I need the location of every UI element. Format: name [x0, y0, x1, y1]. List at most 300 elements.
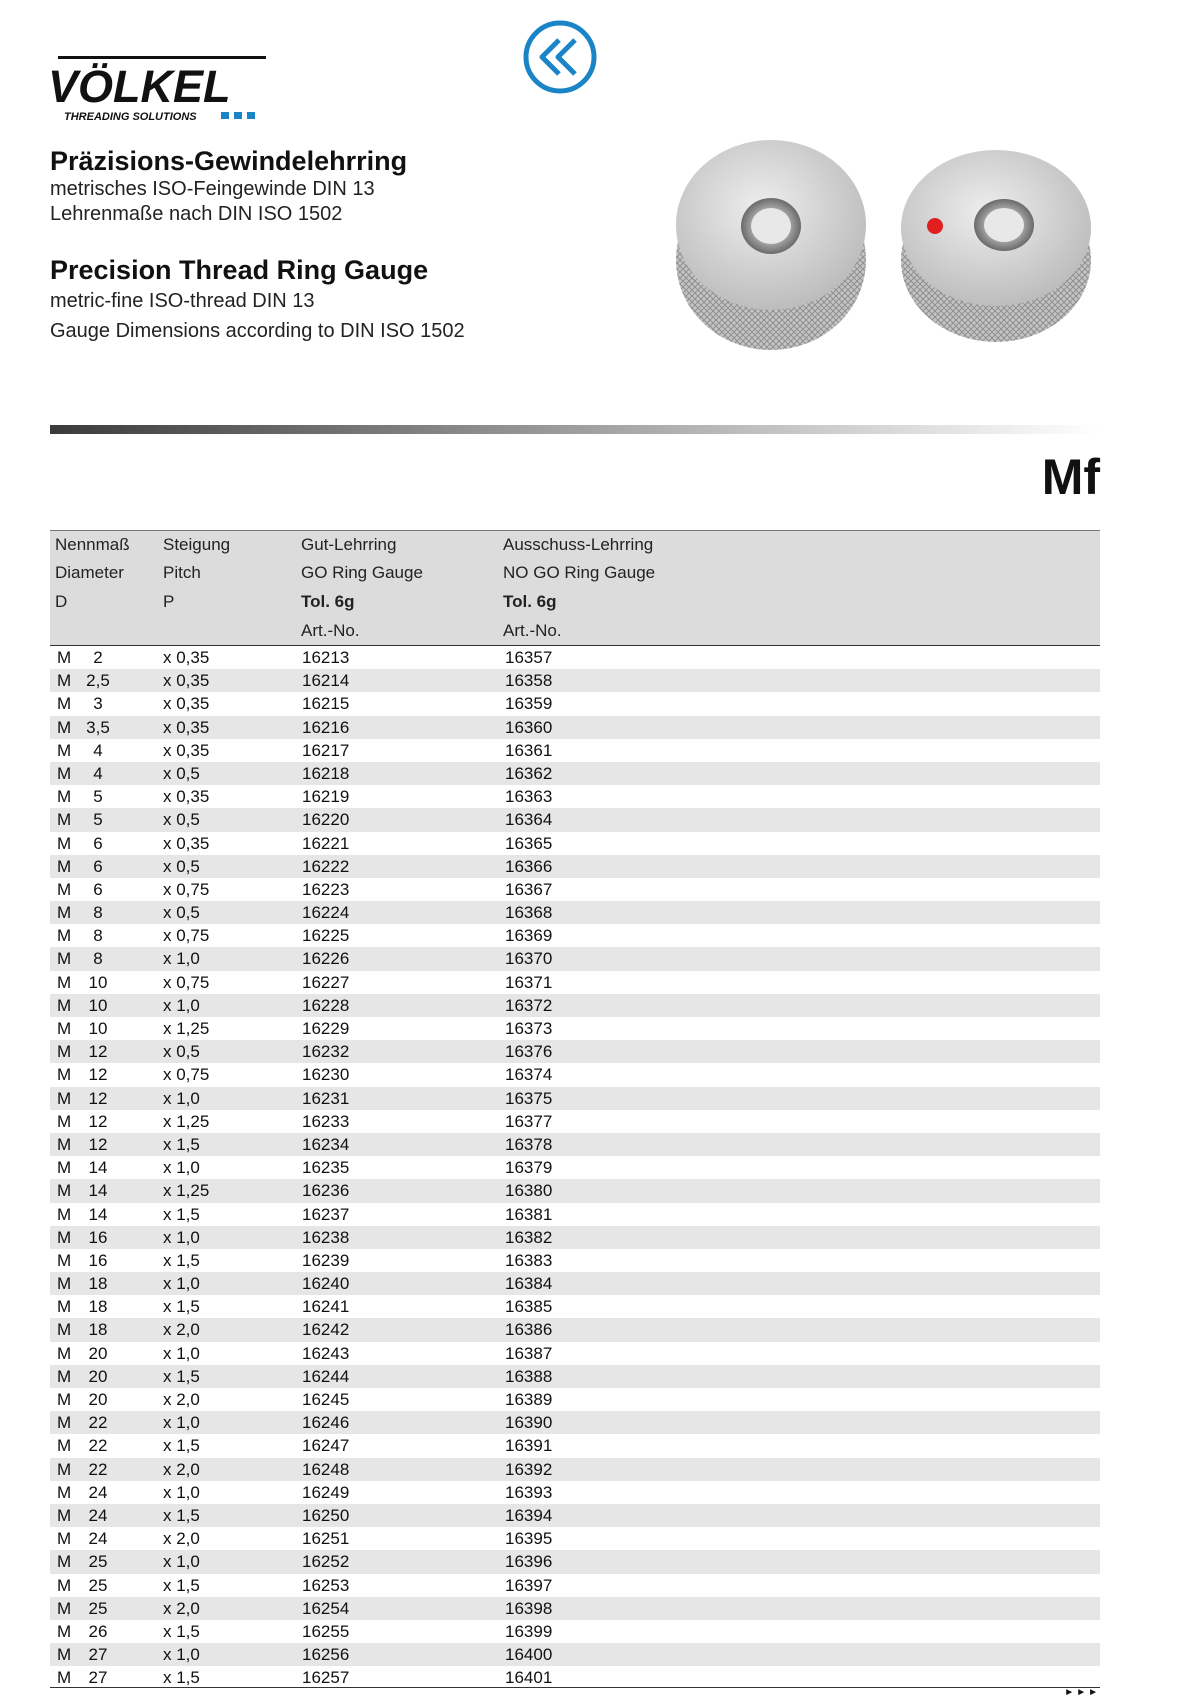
table-cell: 16371	[505, 972, 553, 992]
table-cell: 8	[93, 903, 103, 923]
table-cell: 16365	[505, 833, 553, 853]
table-cell: 16367	[505, 879, 553, 899]
table-cell: M	[57, 763, 72, 783]
table-cell: 16215	[302, 694, 350, 714]
table-cell: x 1,5	[163, 1668, 200, 1688]
table-cell: 16231	[302, 1088, 350, 1108]
table-bottom-rule	[50, 1687, 1100, 1688]
table-cell: M	[57, 810, 72, 830]
table-cell: 16227	[302, 972, 350, 992]
header-row	[50, 617, 1100, 645]
no-go-marker	[927, 218, 943, 234]
table-cell: 27	[88, 1668, 108, 1688]
subtitle-de-2: Lehrenmaße nach DIN ISO 1502	[50, 203, 343, 225]
table-cell: x 0,75	[163, 972, 210, 992]
table-cell: M	[57, 1598, 72, 1618]
table-cell: 16400	[505, 1645, 553, 1665]
table-cell: 3	[93, 694, 103, 714]
table-cell: 16398	[505, 1598, 553, 1618]
table-cell: 16230	[302, 1065, 350, 1085]
table-cell: 16235	[302, 1158, 350, 1178]
table-cell: 16224	[302, 903, 350, 923]
table-cell: 16236	[302, 1181, 350, 1201]
table-row	[50, 1272, 1100, 1295]
table-cell: x 0,35	[163, 787, 210, 807]
table-cell: 12	[88, 1134, 108, 1154]
table-row	[50, 1156, 1100, 1179]
table-cell: x 1,5	[163, 1250, 200, 1270]
table-cell: 16391	[505, 1436, 553, 1456]
table-cell: 16217	[302, 740, 350, 760]
table-cell: x 1,0	[163, 1482, 200, 1502]
table-cell: 22	[88, 1413, 108, 1433]
table-cell: 16374	[505, 1065, 553, 1085]
table-cell: M	[57, 833, 72, 853]
table-cell: 16360	[505, 717, 553, 737]
table-cell: 16370	[505, 949, 553, 969]
table-cell: 16213	[302, 648, 350, 667]
go-ring-gauge	[676, 140, 866, 350]
table-row	[50, 762, 1100, 785]
table-cell: 10	[88, 995, 108, 1015]
table-row	[50, 1318, 1100, 1341]
table-cell: M	[57, 1505, 72, 1525]
table-cell: 20	[88, 1343, 108, 1363]
table-cell: x 1,0	[163, 1158, 200, 1178]
table-cell: M	[57, 1065, 72, 1085]
table-cell: 16382	[505, 1227, 553, 1247]
table-cell: M	[57, 949, 72, 969]
table-cell: x 0,35	[163, 740, 210, 760]
table-cell: 16246	[302, 1413, 350, 1433]
table-cell: 16397	[505, 1575, 553, 1595]
header-cell: GO Ring Gauge	[301, 563, 423, 582]
subtitle-en-1: metric-fine ISO-thread DIN 13	[50, 290, 315, 312]
table-cell: 16390	[505, 1413, 553, 1433]
table-cell: 16362	[505, 763, 553, 783]
table-cell: 24	[88, 1482, 108, 1502]
table-cell: x 0,75	[163, 879, 210, 899]
table-header	[50, 530, 1100, 646]
table-cell: M	[57, 1343, 72, 1363]
table-row	[50, 669, 1100, 692]
table-cell: x 0,35	[163, 833, 210, 853]
table-row	[50, 646, 1100, 669]
table-cell: x 1,25	[163, 1111, 210, 1131]
table-cell: 16222	[302, 856, 350, 876]
table-cell: 16375	[505, 1088, 553, 1108]
table-cell: x 1,0	[163, 1274, 200, 1294]
table-cell: M	[57, 879, 72, 899]
table-cell: 2,5	[86, 671, 110, 691]
table-cell: 16256	[302, 1645, 350, 1665]
table-row	[50, 1504, 1100, 1527]
table-cell: 16244	[302, 1366, 350, 1386]
table-cell: 10	[88, 972, 108, 992]
table-cell: 16255	[302, 1621, 350, 1641]
table-cell: M	[57, 1413, 72, 1433]
table-row	[50, 971, 1100, 994]
table-cell: M	[57, 1111, 72, 1131]
table-row	[50, 901, 1100, 924]
table-cell: x 0,35	[163, 717, 210, 737]
table-cell: x 1,25	[163, 1019, 210, 1038]
table-cell: 16225	[302, 926, 350, 946]
table-row	[50, 1249, 1100, 1272]
table-cell: M	[57, 1158, 72, 1178]
table-cell: 16254	[302, 1598, 350, 1618]
table-cell: x 0,5	[163, 856, 200, 876]
table-cell: 16241	[302, 1297, 350, 1317]
table-cell: 16216	[302, 717, 350, 737]
table-cell: x 0,75	[163, 1065, 210, 1085]
table-cell: M	[57, 1436, 72, 1456]
table-cell: 16232	[302, 1042, 350, 1062]
table-cell: 18	[88, 1297, 108, 1317]
table-cell: 8	[93, 949, 103, 969]
header-cell: Tol. 6g	[503, 592, 557, 611]
table-cell: 6	[93, 833, 103, 853]
ring-gauge-photo	[668, 140, 1118, 360]
header-cell: NO GO Ring Gauge	[503, 563, 656, 582]
table-cell: 12	[88, 1042, 108, 1062]
table-cell: 27	[88, 1645, 108, 1665]
table-cell: 25	[88, 1575, 108, 1595]
table-cell: 16359	[505, 694, 553, 714]
header-cell: D	[55, 592, 68, 611]
table-cell: M	[57, 1274, 72, 1294]
table-row	[50, 924, 1100, 947]
table-cell: M	[57, 717, 72, 737]
table-cell: 6	[93, 856, 103, 876]
table-cell: 16369	[505, 926, 553, 946]
subtitle-en-2: Gauge Dimensions according to DIN ISO 1502	[50, 320, 465, 342]
table-cell: 16384	[505, 1274, 553, 1294]
table-row	[50, 832, 1100, 855]
table-cell: x 0,5	[163, 903, 200, 923]
table-cell: x 1,0	[163, 1227, 200, 1247]
table-cell: 2	[93, 648, 103, 667]
table-cell: 25	[88, 1598, 108, 1618]
subtitle-de-1: metrisches ISO-Feingewinde DIN 13	[50, 178, 375, 200]
table-cell: 24	[88, 1529, 108, 1549]
table-cell: x 1,5	[163, 1621, 200, 1641]
header-row	[50, 588, 1100, 616]
table-cell: 16252	[302, 1552, 350, 1572]
double-chevron-left-icon	[526, 23, 594, 91]
header-cell: Art.-No.	[503, 621, 562, 640]
table-cell: M	[57, 903, 72, 923]
table-cell: 16220	[302, 810, 350, 830]
table-cell: 16392	[505, 1459, 553, 1479]
table-cell: x 0,75	[163, 926, 210, 946]
table-cell: x 1,0	[163, 1088, 200, 1108]
table-row	[50, 1295, 1100, 1318]
table-cell: 16380	[505, 1181, 553, 1201]
header-cell: Ausschuss-Lehrring	[503, 535, 654, 554]
table-cell: 10	[88, 1019, 108, 1038]
table-cell: 16223	[302, 879, 350, 899]
triple-arrow-right-icon[interactable]: ►►►	[1064, 1687, 1100, 1698]
section-divider	[50, 425, 1100, 434]
header-cell: Pitch	[163, 563, 201, 582]
table-cell: M	[57, 1482, 72, 1502]
table-cell: 16373	[505, 1019, 553, 1038]
header-cell: Gut-Lehrring	[301, 535, 397, 554]
table-cell: 16249	[302, 1482, 350, 1502]
table-cell: 16358	[505, 671, 553, 691]
table-cell: 16221	[302, 833, 350, 853]
table-row	[50, 1063, 1100, 1086]
title-en: Precision Thread Ring Gauge	[50, 255, 429, 285]
table-cell: 16389	[505, 1390, 553, 1409]
table-cell: M	[57, 926, 72, 946]
table-cell: 18	[88, 1320, 108, 1340]
header-row	[50, 559, 1100, 587]
table-row	[50, 1666, 1100, 1689]
table-cell: M	[57, 1575, 72, 1595]
table-row	[50, 1574, 1100, 1597]
table-row	[50, 1481, 1100, 1504]
table-row	[50, 1527, 1100, 1550]
no-go-ring-gauge	[901, 150, 1091, 342]
table-cell: 6	[93, 879, 103, 899]
table-cell: M	[57, 972, 72, 992]
table-cell: 16	[88, 1227, 108, 1247]
header-cell: Diameter	[55, 563, 124, 582]
table-cell: x 1,5	[163, 1297, 200, 1317]
table-row	[50, 808, 1100, 831]
table-row	[50, 1550, 1100, 1573]
table-row	[50, 1643, 1100, 1666]
logo-tagline: THREADING SOLUTIONS	[64, 111, 197, 123]
table-row	[50, 1597, 1100, 1620]
header-cell: Tol. 6g	[301, 592, 355, 611]
table-cell: 16248	[302, 1459, 350, 1479]
table-cell: 12	[88, 1111, 108, 1131]
table-cell: 14	[88, 1181, 108, 1201]
table-cell: M	[57, 1621, 72, 1641]
table-cell: x 0,5	[163, 763, 200, 783]
table-cell: 8	[93, 926, 103, 946]
table-cell: 16226	[302, 949, 350, 969]
table-cell: 16253	[302, 1575, 350, 1595]
table-row	[50, 1087, 1100, 1110]
table-cell: M	[57, 1181, 72, 1201]
table-cell: 16386	[505, 1320, 553, 1340]
table-cell: 16240	[302, 1274, 350, 1294]
table-cell: x 1,25	[163, 1181, 210, 1201]
table-cell: M	[57, 1088, 72, 1108]
voelkel-logo	[48, 54, 268, 126]
table-row	[50, 1017, 1100, 1040]
table-row	[50, 947, 1100, 970]
table-cell: x 0,35	[163, 648, 210, 667]
table-cell: M	[57, 671, 72, 691]
table-cell: M	[57, 740, 72, 760]
article-table	[50, 530, 1100, 1689]
header-cell: Art.-No.	[301, 621, 360, 640]
table-cell: 3,5	[86, 717, 110, 737]
table-cell: 12	[88, 1088, 108, 1108]
table-cell: x 1,0	[163, 995, 200, 1015]
table-body	[50, 646, 1100, 1689]
table-cell: 16387	[505, 1343, 553, 1363]
table-cell: x 2,0	[163, 1459, 200, 1479]
header-cell: P	[163, 592, 175, 611]
table-cell: 16229	[302, 1019, 350, 1038]
table-cell: 16381	[505, 1204, 553, 1224]
table-cell: x 2,0	[163, 1598, 200, 1618]
header-cell: Nennmaß	[55, 535, 130, 554]
table-cell: M	[57, 787, 72, 807]
table-cell: x 2,0	[163, 1320, 200, 1340]
section-code: Mf	[1041, 449, 1100, 505]
table-row	[50, 785, 1100, 808]
logo-wordmark: VÖLKEL	[48, 61, 231, 112]
table-cell: 4	[93, 740, 103, 760]
table-row	[50, 692, 1100, 715]
table-cell: M	[57, 1042, 72, 1062]
table-row	[50, 1434, 1100, 1457]
table-cell: x 1,5	[163, 1366, 200, 1386]
table-row	[50, 1133, 1100, 1156]
table-cell: 16	[88, 1250, 108, 1270]
table-cell: 22	[88, 1436, 108, 1456]
table-cell: 16245	[302, 1390, 350, 1409]
table-cell: M	[57, 1645, 72, 1665]
table-cell: 16357	[505, 648, 553, 667]
table-row	[50, 1620, 1100, 1643]
table-cell: 16214	[302, 671, 350, 691]
table-row	[50, 994, 1100, 1017]
table-cell: 22	[88, 1459, 108, 1479]
table-cell: 16228	[302, 995, 350, 1015]
table-cell: 16399	[505, 1621, 553, 1641]
table-row	[50, 1226, 1100, 1249]
table-cell: x 2,0	[163, 1390, 200, 1409]
table-cell: 14	[88, 1158, 108, 1178]
table-cell: x 0,35	[163, 694, 210, 714]
table-row	[50, 1040, 1100, 1063]
table-cell: 16242	[302, 1320, 350, 1340]
table-cell: 16401	[505, 1668, 553, 1688]
table-cell: M	[57, 1390, 72, 1409]
table-cell: M	[57, 1250, 72, 1270]
table-row	[50, 1365, 1100, 1388]
table-row	[50, 1458, 1100, 1481]
table-cell: x 1,5	[163, 1436, 200, 1456]
table-cell: x 1,0	[163, 1645, 200, 1665]
table-cell: x 1,0	[163, 1552, 200, 1572]
table-cell: M	[57, 1204, 72, 1224]
table-cell: x 2,0	[163, 1529, 200, 1549]
table-cell: 16237	[302, 1204, 350, 1224]
table-cell: 5	[93, 810, 103, 830]
table-cell: 16361	[505, 740, 553, 760]
table-row	[50, 1203, 1100, 1226]
table-cell: 16378	[505, 1134, 553, 1154]
table-cell: x 1,5	[163, 1575, 200, 1595]
table-row	[50, 716, 1100, 739]
title-de: Präzisions-Gewindelehrring	[50, 146, 408, 176]
table-cell: 16366	[505, 856, 553, 876]
table-cell: 16372	[505, 995, 553, 1015]
table-cell: x 1,0	[163, 1343, 200, 1363]
table-cell: 16395	[505, 1529, 553, 1549]
table-cell: 16396	[505, 1552, 553, 1572]
table-cell: 16363	[505, 787, 553, 807]
table-cell: 12	[88, 1065, 108, 1085]
table-cell: 25	[88, 1552, 108, 1572]
table-row	[50, 1388, 1100, 1411]
table-cell: M	[57, 1366, 72, 1386]
table-cell: 5	[93, 787, 103, 807]
table-cell: M	[57, 1134, 72, 1154]
table-cell: 24	[88, 1505, 108, 1525]
table-cell: M	[57, 1668, 72, 1688]
table-cell: M	[57, 856, 72, 876]
table-cell: 16233	[302, 1111, 350, 1131]
table-cell: x 1,5	[163, 1134, 200, 1154]
table-row	[50, 739, 1100, 762]
table-cell: 16379	[505, 1158, 553, 1178]
table-cell: x 0,5	[163, 810, 200, 830]
table-cell: 4	[93, 763, 103, 783]
table-cell: 16364	[505, 810, 553, 830]
table-row	[50, 1411, 1100, 1434]
table-cell: 16388	[505, 1366, 553, 1386]
table-cell: x 1,5	[163, 1505, 200, 1525]
table-cell: M	[57, 648, 72, 667]
table-cell: M	[57, 1529, 72, 1549]
table-cell: 16385	[505, 1297, 553, 1317]
table-row	[50, 878, 1100, 901]
header-cell: Steigung	[163, 535, 231, 554]
table-cell: M	[57, 1227, 72, 1247]
table-cell: x 0,35	[163, 671, 210, 691]
table-cell: M	[57, 1552, 72, 1572]
table-row	[50, 1110, 1100, 1133]
table-cell: M	[57, 1459, 72, 1479]
table-cell: 16257	[302, 1668, 350, 1688]
table-cell: 18	[88, 1274, 108, 1294]
table-cell: 16218	[302, 763, 350, 783]
table-cell: 20	[88, 1390, 108, 1409]
table-cell: 16376	[505, 1042, 553, 1062]
table-cell: 16394	[505, 1505, 553, 1525]
header-row	[50, 531, 1100, 559]
table-cell: 14	[88, 1204, 108, 1224]
table-row	[50, 855, 1100, 878]
table-cell: 16250	[302, 1505, 350, 1525]
table-cell: 16368	[505, 903, 553, 923]
table-cell: 16238	[302, 1227, 350, 1247]
table-cell: M	[57, 1320, 72, 1340]
table-cell: 16247	[302, 1436, 350, 1456]
table-row	[50, 1179, 1100, 1202]
table-cell: x 0,5	[163, 1042, 200, 1062]
table-cell: 26	[88, 1621, 108, 1641]
table-cell: x 1,0	[163, 949, 200, 969]
table-cell: M	[57, 1297, 72, 1317]
back-button[interactable]	[521, 18, 599, 96]
table-cell: x 1,0	[163, 1413, 200, 1433]
table-cell: 16383	[505, 1250, 553, 1270]
table-cell: 16239	[302, 1250, 350, 1270]
table-cell: 16234	[302, 1134, 350, 1154]
table-cell: 16377	[505, 1111, 553, 1131]
